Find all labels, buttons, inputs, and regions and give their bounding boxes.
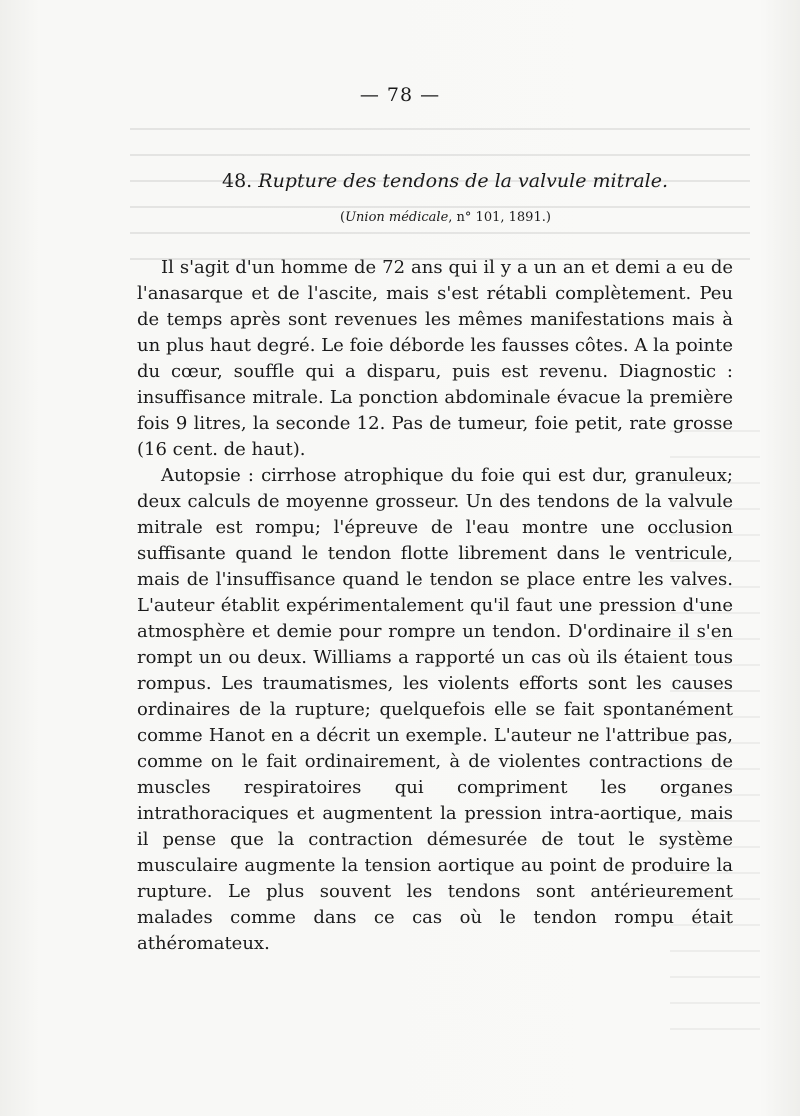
source-open-paren: ( bbox=[340, 210, 346, 225]
article-number: 48. bbox=[222, 170, 253, 192]
article-body bbox=[137, 255, 733, 957]
article-source bbox=[340, 210, 551, 225]
paragraph-case-history: Il s'agit d'un homme de 72 ans qui il y a un an et demi a eu de l'anasarque et de l'ascite, mais s'est rétabli complètement. Peu de temps après sont revenues les mêmes manifestations mais à un plus haut degré. Le foie déborde les fausses côtes. A la pointe du cœur, souffle qui a disparu, puis est revenu. Diagnostic : insuffisance mitrale. La ponction abdominale évacue la première fois 9 litres, la seconde 12. Pas de tumeur, foie petit, rate grosse (16 cent. de haut). bbox=[137, 257, 733, 460]
article-heading bbox=[222, 170, 668, 192]
page-number: — 78 — bbox=[359, 84, 441, 106]
source-journal: Union médicale bbox=[345, 210, 449, 225]
source-details: , n° 101, 1891. bbox=[448, 210, 546, 225]
source-close-paren: ) bbox=[545, 210, 551, 225]
article-title: Rupture des tendons de la valvule mitrale. bbox=[258, 170, 669, 192]
paragraph-autopsy: Autopsie : cirrhose atrophique du foie qui est dur, granuleux; deux calculs de moyenne grosseur. Un des tendons de la valvule mitrale est rompu; l'épreuve de l'eau montre une occlusion suffisante quand le tendon flotte librement dans le ventricule, mais de l'insuffisance quand le tendon se place entre les valves. L'auteur établit expérimentalement qu'il faut une pression d'une atmosphère et demie pour rompre un tendon. D'ordinaire il s'en rompt un ou deux. Williams a rapporté un cas où ils étaient tous rompus. Les traumatismes, les violents efforts sont les causes ordinaires de la rupture; quelquefois elle se fait spontanément comme Hanot en a décrit un exemple. L'auteur ne l'attribue pas, comme on le fait ordinairement, à de violentes contractions de muscles respiratoires qui compriment les organes intrathoraciques et augmentent la pression intra-aortique, mais il pense que la contraction démesurée de tout le système musculaire augmente la tension aortique au point de produire la rupture. Le plus souvent les tendons sont antérieurement malades comme dans ce cas où le tendon rompu était athéromateux. bbox=[137, 465, 733, 954]
